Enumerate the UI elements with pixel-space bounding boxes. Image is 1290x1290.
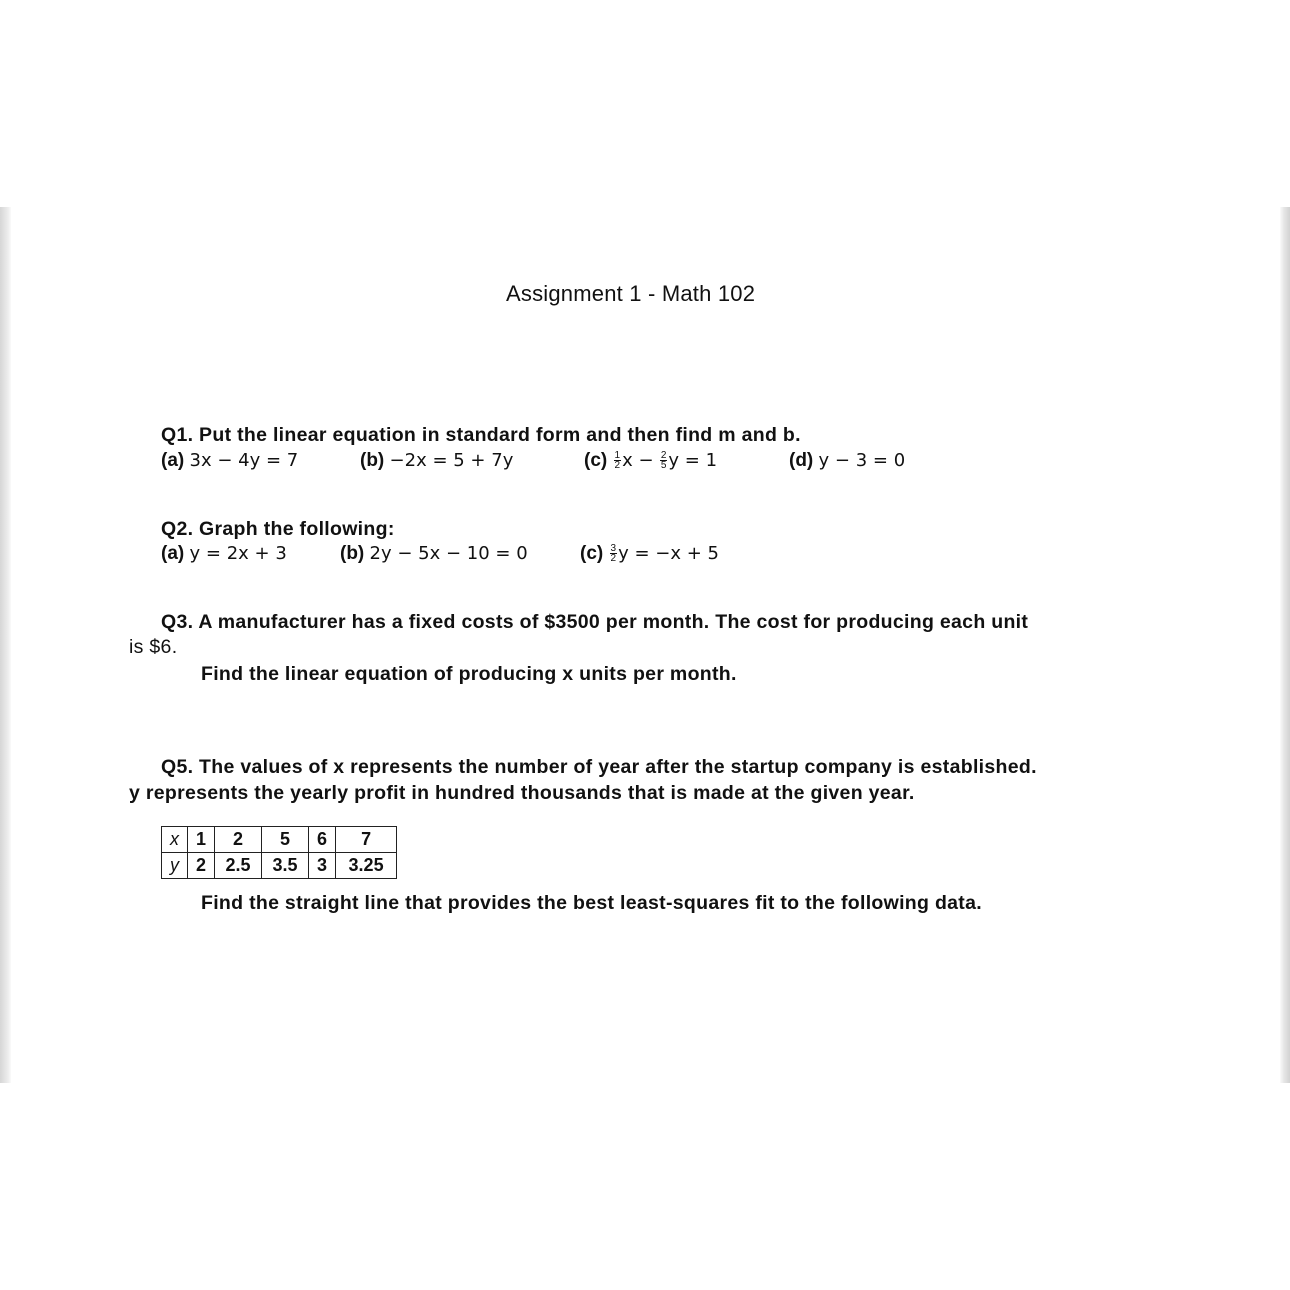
table-row-x [162,827,397,853]
q2-c-fraction [610,544,618,563]
q1-part-d [789,450,905,472]
q2-b-label: (b) [340,543,365,564]
q1-part-c [584,450,717,472]
table-cell: 2.5 [215,853,262,879]
q1-d-label: (d) [789,450,814,471]
q1-c-fraction-1 [614,451,622,470]
q2-c-end: y = −x + 5 [618,543,719,564]
table-cell: 3 [309,853,336,879]
table-cell: 2 [215,827,262,853]
q1-c-end: y = 1 [668,450,718,471]
q2-b-equation: 2y − 5x − 10 = 0 [369,543,528,564]
q2-a-label: (a) [161,543,185,564]
q2-c-label: (c) [580,543,604,564]
page-left-edge [0,207,11,1083]
q2-a-equation: y = 2x + 3 [189,543,287,564]
table-header-y: y [162,853,188,879]
q1-c-fraction-2 [660,451,668,470]
q2-part-b [340,543,528,565]
q1-c-label: (c) [584,450,608,471]
q3-line-1: Q3. A manufacturer has a fixed costs of $3500 per month. The cost for producing each unit [161,611,1029,633]
q1-part-b [360,450,513,472]
q2-c-frac-den: 2 [610,553,617,565]
q2-part-a [161,543,287,565]
page-right-edge [1280,207,1290,1083]
q1-c-frac2-num: 2 [660,450,667,462]
q1-c-frac1-den: 2 [614,460,621,472]
q5-line-1: Q5. The values of x represents the number of year after the startup company is established. [161,756,1037,778]
table-cell: 3.25 [336,853,397,879]
table-cell: 3.5 [262,853,309,879]
table-cell: 7 [336,827,397,853]
q5-line-2: y represents the yearly profit in hundred thousands that is made at the given year. [129,782,915,804]
q3-line-3: Find the linear equation of producing x units per month. [201,663,737,685]
q5-data-table [161,826,397,879]
page-title: Assignment 1 - Math 102 [506,281,756,306]
q2-heading: Q2. Graph the following: [161,518,395,540]
q1-heading: Q1. Put the linear equation in standard form and then find m and b. [161,424,801,446]
q2-part-c [580,543,719,565]
table-cell: 6 [309,827,336,853]
table-cell: 5 [262,827,309,853]
q1-c-frac2-den: 5 [660,460,667,472]
q3-line-2: is $6. [129,636,178,658]
table-cell: 1 [188,827,215,853]
q1-part-a [161,450,298,472]
table-cell: 2 [188,853,215,879]
q1-b-label: (b) [360,450,385,471]
q1-c-middle: x − [622,450,654,471]
q1-a-label: (a) [161,450,185,471]
q1-c-frac1-num: 1 [614,450,621,462]
q1-b-equation: −2x = 5 + 7y [389,450,514,471]
q5-instruction: Find the straight line that provides the best least-squares fit to the following data. [201,892,982,914]
q1-d-equation: y − 3 = 0 [818,450,906,471]
q1-a-equation: 3x − 4y = 7 [189,450,299,471]
q2-c-frac-num: 3 [610,543,617,555]
table-row-y [162,853,397,879]
table-header-x: x [162,827,188,853]
